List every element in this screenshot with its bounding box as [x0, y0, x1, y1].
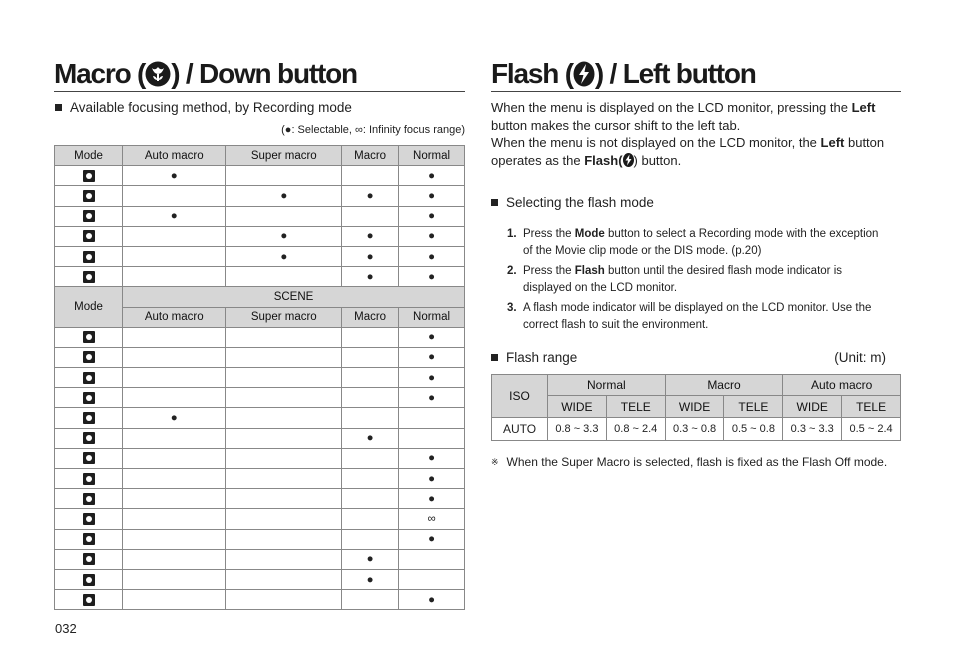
table-cell: [226, 327, 342, 347]
table-row: [55, 549, 465, 569]
table-cell: ●: [226, 226, 342, 246]
focus-method-bullet-text: Available focusing method, by Recording mode: [70, 100, 352, 115]
table-cell: [226, 590, 342, 610]
mode-cell: [55, 368, 123, 388]
table-cell: [342, 448, 399, 468]
table-cell: [342, 469, 399, 489]
table-cell: ●: [123, 206, 226, 226]
table-row: [55, 388, 465, 408]
table-cell: ●: [226, 246, 342, 266]
mode-cell: [55, 186, 123, 206]
footnote-text: When the Super Macro is selected, flash is fixed as the Flash Off mode.: [506, 455, 888, 469]
table-cell: ●: [123, 166, 226, 186]
table-cell: [123, 327, 226, 347]
step-item: 1. Press the Mode button to select a Recording mode with the exception of the Movie clip mode or the DIS mode. (p.20): [507, 228, 879, 257]
table-cell: ●: [399, 246, 465, 266]
scene-header: SCENE: [123, 287, 465, 307]
mode-cell: [55, 388, 123, 408]
table-cell: [123, 448, 226, 468]
night-scene-icon: [83, 331, 95, 343]
table-cell: ●: [399, 368, 465, 388]
table-cell: [342, 327, 399, 347]
intro-line: When the menu is not displayed on the LCD monitor, the Left button: [491, 135, 885, 150]
table-row: [55, 166, 465, 186]
column-header: Super macro: [226, 307, 342, 327]
flash-title-text: Flash (: [491, 58, 573, 89]
range-value: 0.8 ~ 3.3: [548, 418, 607, 441]
table-row: [55, 408, 465, 428]
dis-mode-icon: [83, 210, 95, 222]
program-mode-icon: [83, 190, 95, 202]
table-cell: [399, 549, 465, 569]
photo-help-icon: [83, 230, 95, 242]
mode-cell: [55, 590, 123, 610]
table-cell: ●: [399, 388, 465, 408]
table-row: [55, 186, 465, 206]
mode-cell: [55, 408, 123, 428]
table-cell: ●: [226, 186, 342, 206]
column-header: Mode: [55, 146, 123, 166]
table-cell: [226, 469, 342, 489]
table-cell: ●: [342, 226, 399, 246]
table-cell: [226, 489, 342, 509]
table-cell: ●: [399, 206, 465, 226]
group-header: Auto macro: [783, 375, 901, 396]
table-cell: [342, 489, 399, 509]
table-cell: [123, 509, 226, 529]
table-cell: ∞: [399, 509, 465, 529]
step-item: 2. Press the Flash button until the desired flash mode indicator is displayed on the LCD monitor.: [507, 265, 842, 294]
table-cell: [226, 368, 342, 388]
flash-range-bullet-text: Flash range: [506, 350, 578, 365]
table-row: [55, 569, 465, 589]
closeup-scene-icon: [83, 432, 95, 444]
table-cell: ●: [342, 246, 399, 266]
table-cell: [342, 388, 399, 408]
table-cell: [123, 267, 226, 287]
table-cell: ●: [342, 549, 399, 569]
column-header: Macro: [342, 146, 399, 166]
group-header: Normal: [548, 375, 666, 396]
table-cell: ●: [399, 529, 465, 549]
table-cell: [342, 166, 399, 186]
cafe-scene-icon: [83, 594, 95, 606]
self-shot-scene-icon: [83, 553, 95, 565]
intro-line: operates as the Flash( ) button.: [491, 152, 682, 168]
table-cell: ●: [399, 347, 465, 367]
table-row: [55, 206, 465, 226]
mode-cell: [55, 469, 123, 489]
range-value: 0.3 ~ 3.3: [783, 418, 842, 441]
table-cell: [123, 469, 226, 489]
table-cell: ●: [399, 448, 465, 468]
table-cell: ●: [399, 226, 465, 246]
table-cell: [399, 408, 465, 428]
table-cell: [226, 529, 342, 549]
food-scene-icon: [83, 574, 95, 586]
table-row: [55, 347, 465, 367]
table-cell: [226, 267, 342, 287]
table-cell: [226, 206, 342, 226]
mode-cell: [55, 226, 123, 246]
mode-cell: [55, 448, 123, 468]
children-scene-icon: [83, 372, 95, 384]
table-cell: [226, 408, 342, 428]
table-cell: [342, 408, 399, 428]
unit-label: (Unit: m): [834, 350, 886, 365]
table-cell: ●: [399, 267, 465, 287]
table-row: [55, 469, 465, 489]
beach-snow-scene-icon: [83, 533, 95, 545]
table-row: [55, 529, 465, 549]
sub-header: TELE: [606, 396, 665, 418]
table-cell: [123, 226, 226, 246]
portrait-mode-icon: [83, 251, 95, 263]
table-row: [55, 590, 465, 610]
table-cell: [226, 549, 342, 569]
table-row: [55, 509, 465, 529]
table-cell: [226, 388, 342, 408]
table-cell: [342, 509, 399, 529]
table-cell: ●: [399, 327, 465, 347]
select-flash-bullet-text: Selecting the flash mode: [506, 195, 654, 210]
mode-cell: [55, 246, 123, 266]
sub-header: WIDE: [665, 396, 724, 418]
table-cell: ●: [342, 428, 399, 448]
table-cell: ●: [399, 590, 465, 610]
flash-title: [491, 58, 756, 90]
table-cell: [123, 186, 226, 206]
left-title-rule: [54, 91, 465, 92]
sunset-scene-icon: [83, 452, 95, 464]
table-cell: [226, 509, 342, 529]
intro-line: button makes the cursor shift to the left tab.: [491, 117, 741, 133]
column-header: Super macro: [226, 146, 342, 166]
flash-range-table: [491, 374, 901, 441]
text-scene-icon: [83, 412, 95, 424]
column-header: Normal: [399, 307, 465, 327]
table-row: [55, 226, 465, 246]
mode-cell: [55, 166, 123, 186]
mode-cell: [55, 549, 123, 569]
focus-method-bullet: [55, 100, 352, 115]
flash-range-bullet: [491, 350, 577, 365]
movie-mode-icon: [83, 271, 95, 283]
table-cell: [123, 569, 226, 589]
table-cell: [226, 448, 342, 468]
right-title-rule: [491, 91, 901, 92]
range-value: 0.3 ~ 0.8: [665, 418, 724, 441]
table-cell: [342, 590, 399, 610]
sub-header: TELE: [842, 396, 901, 418]
auto-mode-icon: [83, 170, 95, 182]
macro-title-text: Macro (: [54, 58, 146, 89]
legend-note: (●: Selectable, ∞: Infinity focus range): [281, 124, 465, 136]
mode-cell: [55, 267, 123, 287]
table-row: [55, 489, 465, 509]
macro-title: [54, 58, 357, 90]
macro-title-suffix: ) / Down button: [171, 58, 357, 89]
table-cell: [123, 388, 226, 408]
table-row: [55, 246, 465, 266]
table-cell: [123, 590, 226, 610]
table-cell: [342, 206, 399, 226]
flash-steps: [507, 226, 902, 337]
square-bullet-icon: [55, 104, 62, 111]
table-cell: [342, 529, 399, 549]
scene-header-row: [55, 287, 465, 307]
column-header: Auto macro: [123, 146, 226, 166]
square-bullet-icon: [491, 199, 498, 206]
mode-cell: [55, 569, 123, 589]
table-cell: ●: [123, 408, 226, 428]
table-row: [55, 448, 465, 468]
table-cell: [342, 347, 399, 367]
table-cell: [123, 368, 226, 388]
table-cell: [399, 428, 465, 448]
mode-cell: [55, 489, 123, 509]
table-cell: [123, 529, 226, 549]
backlight-scene-icon: [83, 493, 95, 505]
select-flash-bullet: [491, 195, 654, 210]
table-cell: [226, 428, 342, 448]
dawn-scene-icon: [83, 473, 95, 485]
table-cell: ●: [399, 166, 465, 186]
mode-header: Mode: [55, 287, 123, 327]
table-row: [55, 267, 465, 287]
table-cell: [342, 368, 399, 388]
square-bullet-icon: [491, 354, 498, 361]
portrait-scene-icon: [83, 351, 95, 363]
table-cell: ●: [399, 469, 465, 489]
intro-line: When the menu is displayed on the LCD monitor, pressing the Left: [491, 100, 876, 115]
table-cell: ●: [399, 489, 465, 509]
table-cell: ●: [342, 186, 399, 206]
mode-cell: [55, 327, 123, 347]
flash-inline-icon: [623, 153, 634, 167]
page-number: 032: [55, 621, 77, 636]
step-item: 3. A flash mode indicator will be displayed on the LCD monitor. Use the correct flash to suit the environment.: [507, 302, 872, 331]
column-header: Normal: [399, 146, 465, 166]
table-row: [55, 327, 465, 347]
mode-cell: [55, 428, 123, 448]
sub-header: WIDE: [548, 396, 607, 418]
table-header-row: [55, 146, 465, 166]
table-cell: [123, 489, 226, 509]
flash-title-suffix: ) / Left button: [594, 58, 756, 89]
flash-intro: [491, 99, 901, 169]
table-cell: [123, 428, 226, 448]
column-header: Auto macro: [123, 307, 226, 327]
footnote: [491, 455, 887, 469]
tulip-icon: [145, 61, 171, 87]
column-header: Macro: [342, 307, 399, 327]
sub-header: TELE: [724, 396, 783, 418]
focus-mode-table: [54, 145, 465, 610]
mode-cell: [55, 347, 123, 367]
table-row: [55, 368, 465, 388]
table-cell: [123, 246, 226, 266]
table-cell: ●: [399, 186, 465, 206]
range-value: 0.5 ~ 0.8: [724, 418, 783, 441]
mode-cell: [55, 509, 123, 529]
footnote-mark: ※: [491, 457, 499, 467]
range-value: 0.8 ~ 2.4: [606, 418, 665, 441]
table-cell: [123, 549, 226, 569]
sub-header: WIDE: [783, 396, 842, 418]
flash-bolt-icon: [573, 61, 595, 87]
mode-cell: [55, 529, 123, 549]
table-cell: [226, 347, 342, 367]
table-cell: [123, 347, 226, 367]
table-cell: ●: [342, 569, 399, 589]
range-value: 0.5 ~ 2.4: [842, 418, 901, 441]
table-cell: [399, 569, 465, 589]
fireworks-scene-icon: [83, 513, 95, 525]
table-cell: [226, 166, 342, 186]
table-cell: ●: [342, 267, 399, 287]
landscape-scene-icon: [83, 392, 95, 404]
iso-header: ISO: [492, 375, 548, 418]
table-row: [55, 428, 465, 448]
row-label: AUTO: [492, 418, 548, 441]
table-cell: [226, 569, 342, 589]
mode-cell: [55, 206, 123, 226]
group-header: Macro: [665, 375, 783, 396]
